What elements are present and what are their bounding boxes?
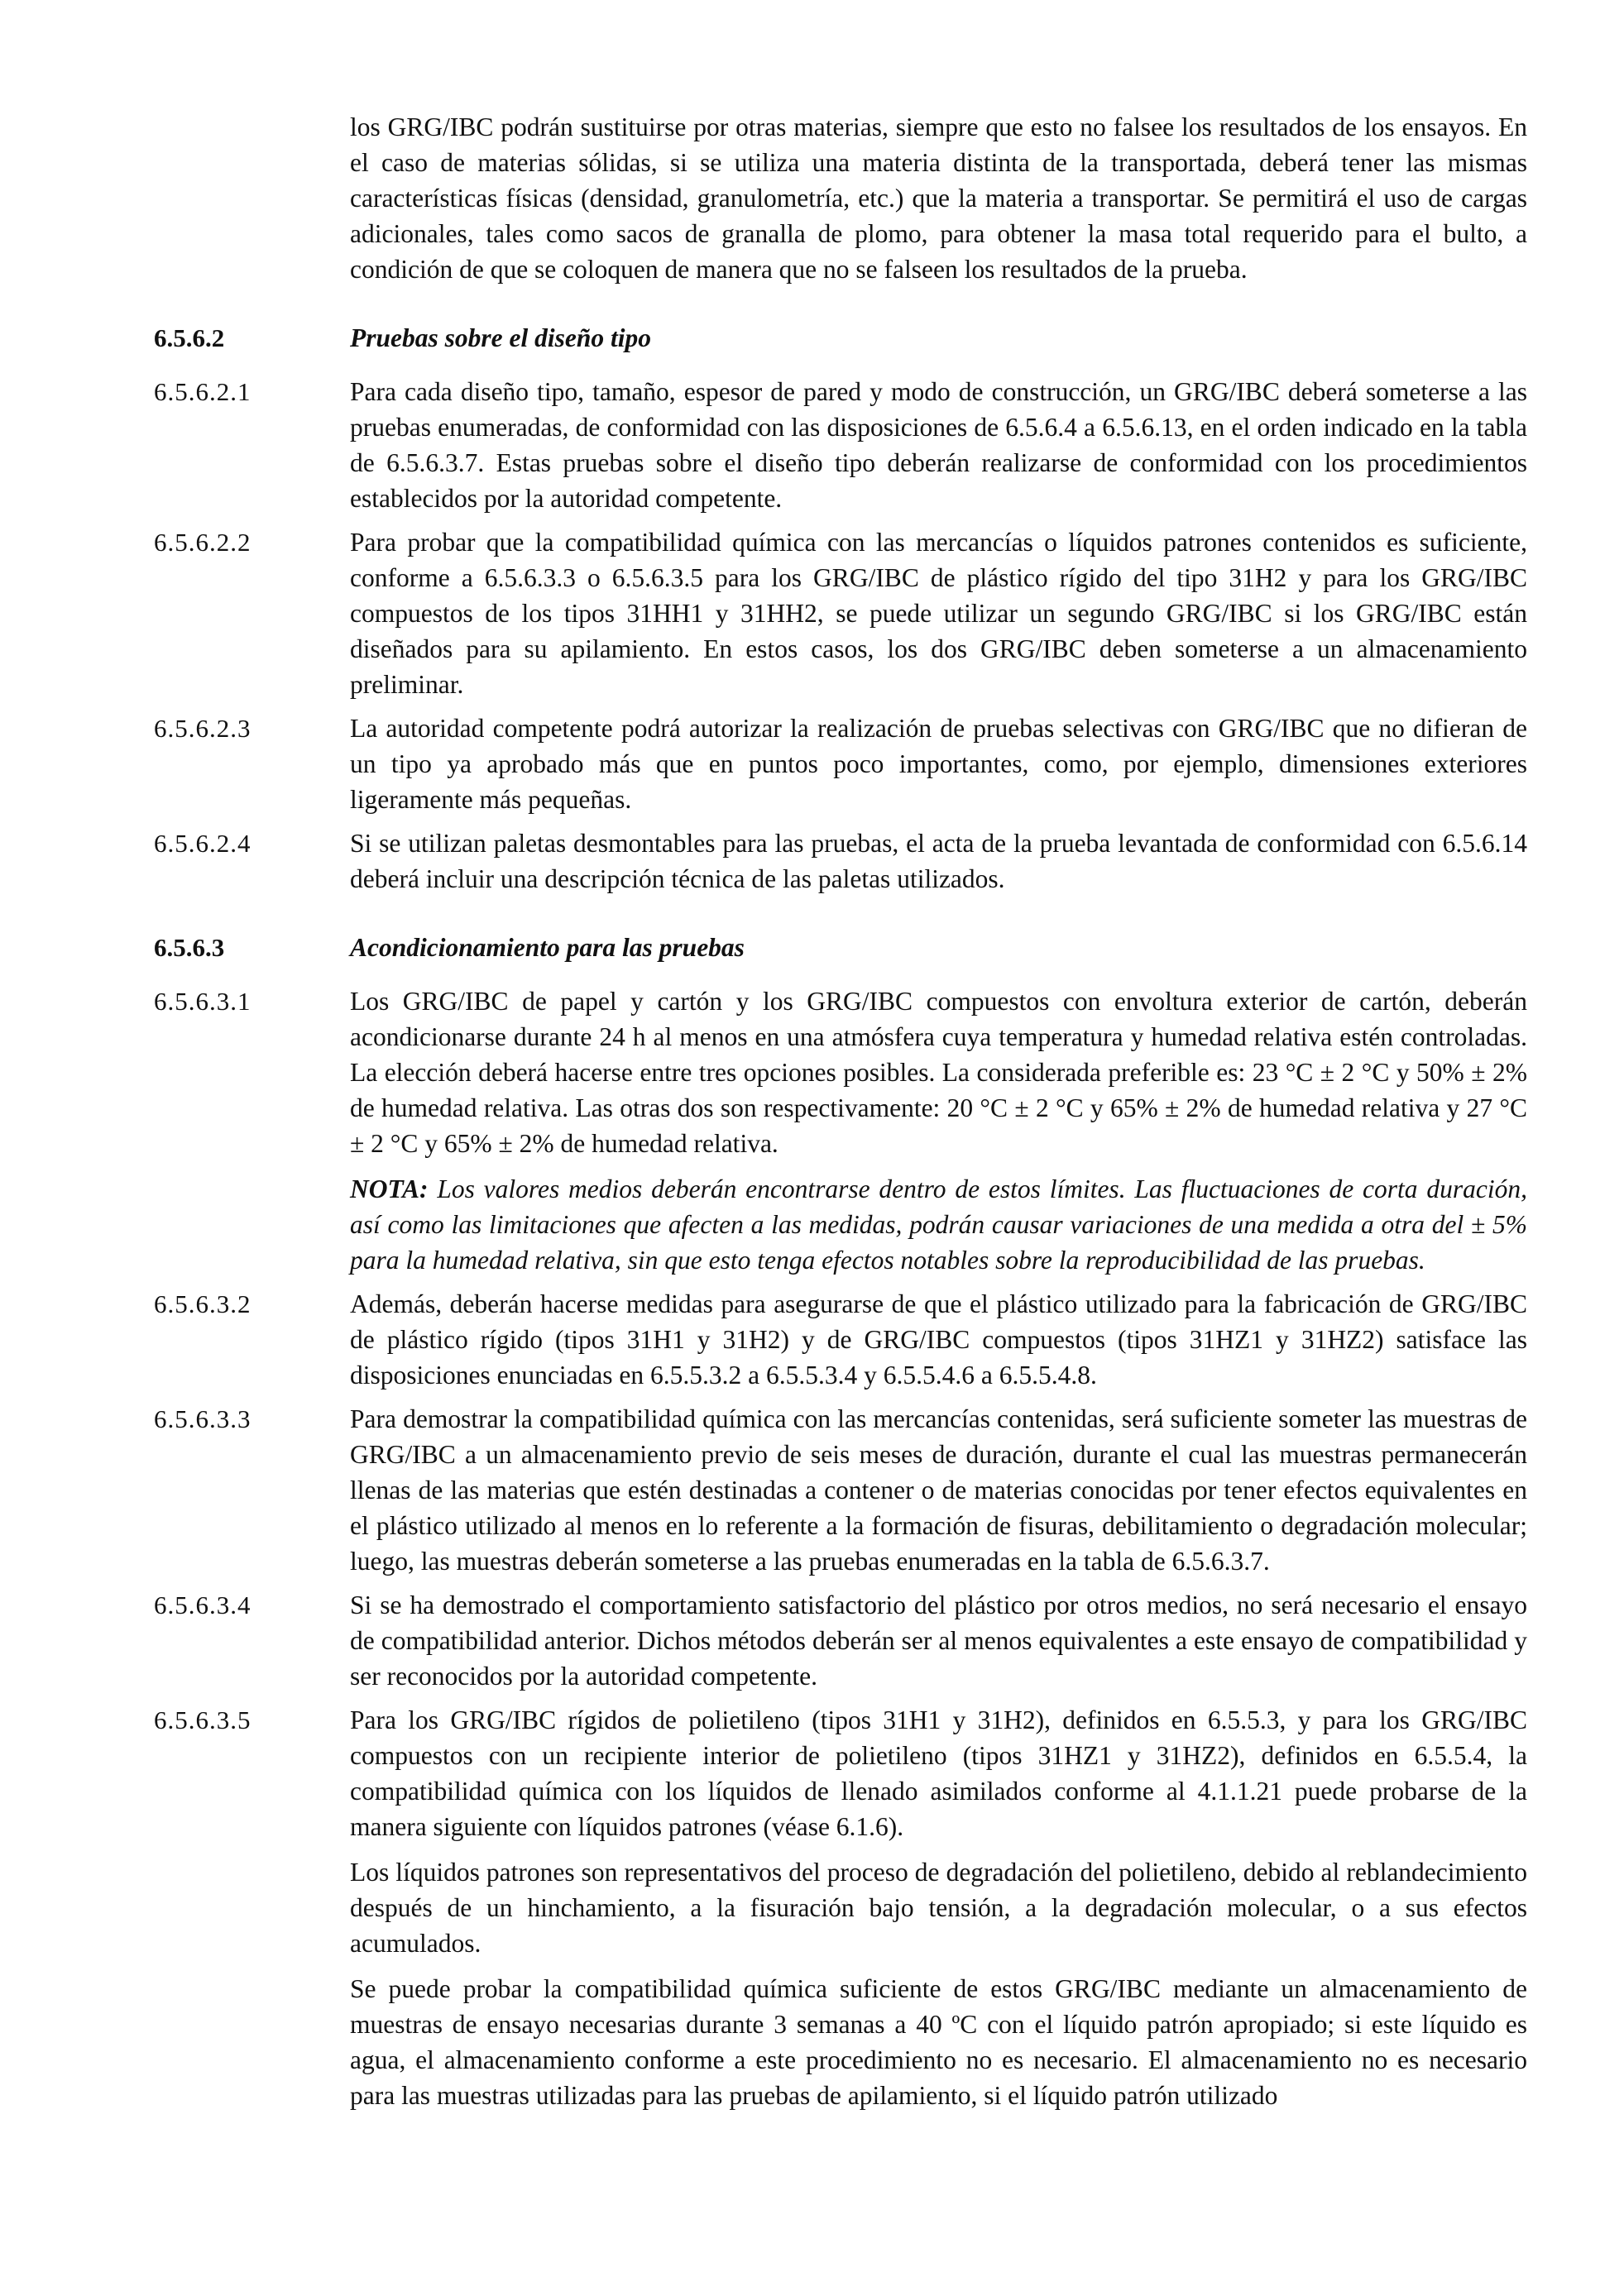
item-text: Los GRG/IBC de papel y cartón y los GRG/IBC compuestos con envoltura exterior de cartón, deberán acondicionarse durante 24 h al menos en una atmósfera cuya temperatura y humedad relativa estén controladas. La elección deberá hacerse entre tres opciones posibles. La considerada preferible es: 23 °C ± 2 °C y 50% ± 2% de humedad relativa. Las otras dos son respectivamente: 20 °C ± 2 °C y 65% ± 2% de humedad relativa y 27 °C ± 2 °C y 65% ± 2% de humedad relativa. (350, 987, 1527, 1158)
item-body (350, 374, 1527, 516)
section-heading-6562 (154, 320, 1527, 356)
section-title: Acondicionamiento para las pruebas (350, 933, 745, 962)
item-text: Si se ha demostrado el comportamiento satisfactorio del plástico por otros medios, no será necesario el ensayo de compatibilidad anterior. Dichos métodos deberán ser al menos equivalentes a este ensayo de compatibilidad y ser reconocidos por la autoridad competente. (350, 1590, 1527, 1691)
item-6-5-6-2-3 (154, 710, 1527, 817)
item-number: 6.5.6.3.3 (154, 1404, 252, 1433)
item-number: 6.5.6.2.2 (154, 528, 252, 557)
intro-paragraph: los GRG/IBC podrán sustituirse por otras materias, siempre que esto no falsee los resultados de los ensayos. En el caso de materias sólidas, si se utiliza una materia distinta de la transportada, deberá tener las mismas características físicas (densidad, granulometría, etc.) que la materia a transportar. Se permitirá el uso de cargas adicionales, tales como sacos de granalla de plomo, para obtener la masa total requerido para el bulto, a condición de que se coloquen de manera que no se falseen los resultados de la prueba. (350, 112, 1527, 284)
item-6-5-6-2-4 (154, 825, 1527, 897)
item-body (350, 1587, 1527, 1694)
item-6-5-6-3-2 (154, 1286, 1527, 1393)
item-text: Además, deberán hacerse medidas para asegurarse de que el plástico utilizado para la fabricación de GRG/IBC de plástico rígido (tipos 31H1 y 31H2) y de GRG/IBC compuestos (tipos 31HZ1 y 31HZ2) satisface las disposiciones enunciadas en 6.5.5.3.2 a 6.5.5.3.4 y 6.5.5.4.6 a 6.5.5.4.8. (350, 1289, 1527, 1390)
section-heading-6563 (154, 930, 1527, 965)
item-text: Para probar que la compatibilidad química con las mercancías o líquidos patrones contenidos es suficiente, conforme a 6.5.6.3.3 o 6.5.6.3.5 para los GRG/IBC de plástico rígido del tipo 31H2 y para los GRG/IBC compuestos de los tipos 31HH1 y 31HH2, se puede utilizar un segundo GRG/IBC si los GRG/IBC están diseñados para su apilamiento. En estos casos, los dos GRG/IBC deben someterse a un almacenamiento preliminar. (350, 528, 1527, 699)
item-number: 6.5.6.3.1 (154, 987, 252, 1016)
item-paragraph-1: Para los GRG/IBC rígidos de polietileno (tipos 31H1 y 31H2), definidos en 6.5.5.3, y para los GRG/IBC compuestos con un recipiente interior de polietileno (tipos 31HZ1 y 31HZ2), definidos en 6.5.5.4, la compatibilidad química con los líquidos de llenado asimilados conforme al 4.1.1.21 puede probarse de la manera siguiente con líquidos patrones (véase 6.1.6). (350, 1705, 1527, 1841)
item-6-5-6-2-1 (154, 374, 1527, 516)
item-number: 6.5.6.3.2 (154, 1289, 252, 1318)
page-content (154, 109, 1527, 2113)
item-6-5-6-3-4 (154, 1587, 1527, 1694)
item-6-5-6-3-3 (154, 1401, 1527, 1579)
item-text: Si se utilizan paletas desmontables para las pruebas, el acta de la prueba levantada de conformidad con 6.5.6.14 deberá incluir una descripción técnica de las paletas utilizados. (350, 829, 1527, 893)
item-6-5-6-2-2 (154, 524, 1527, 702)
section-title: Pruebas sobre el diseño tipo (350, 323, 652, 352)
note-paragraph (350, 1171, 1527, 1278)
item-body (350, 1702, 1527, 2113)
section-number: 6.5.6.3 (154, 933, 225, 962)
item-6-5-6-3-1 (154, 983, 1527, 1278)
note-text: Los valores medios deberán encontrarse dentro de estos límites. Las fluctuaciones de corta duración, así como las limitaciones que afecten a las medidas, podrán causar variaciones de una medida a otra del ± 5% para la humedad relativa, sin que esto tenga efectos notables sobre la reproducibilidad de las pruebas. (350, 1174, 1527, 1275)
intro-body (350, 109, 1527, 287)
item-body (350, 825, 1527, 897)
item-body (350, 1401, 1527, 1579)
item-body (350, 710, 1527, 817)
item-6-5-6-3-5 (154, 1702, 1527, 2113)
intro-row (154, 109, 1527, 287)
section-number: 6.5.6.2 (154, 323, 225, 352)
item-body (350, 983, 1527, 1278)
section-heading-body (350, 930, 1527, 965)
item-text: Para cada diseño tipo, tamaño, espesor de pared y modo de construcción, un GRG/IBC deberá someterse a las pruebas enumeradas, de conformidad con las disposiciones de 6.5.6.4 a 6.5.6.13, en el orden indicado en la tabla de 6.5.6.3.7. Estas pruebas sobre el diseño tipo deberán realizarse de conformidad con los procedimientos establecidos por la autoridad competente. (350, 377, 1527, 513)
item-number: 6.5.6.3.5 (154, 1705, 252, 1734)
note-label: NOTA: (350, 1174, 429, 1203)
item-body (350, 1286, 1527, 1393)
item-paragraph-3: Se puede probar la compatibilidad química suficiente de estos GRG/IBC mediante un almacenamiento de muestras de ensayo necesarias durante 3 semanas a 40 ºC con el líquido patrón apropiado; si este líquido es agua, el almacenamiento conforme a este procedimiento no es necesario. El almacenamiento no es necesario para las muestras utilizadas para las pruebas de apilamiento, si el líquido patrón utilizado (350, 1974, 1527, 2110)
section-heading-body (350, 320, 1527, 356)
item-body (350, 524, 1527, 702)
item-paragraph-2: Los líquidos patrones son representativos del proceso de degradación del polietileno, debido al reblandecimiento después de un hinchamiento, a la fisuración bajo tensión, a la degradación molecular, o a sus efectos acumulados. (350, 1858, 1527, 1958)
item-number: 6.5.6.2.3 (154, 714, 252, 743)
item-text: La autoridad competente podrá autorizar la realización de pruebas selectivas con GRG/IBC que no difieran de un tipo ya aprobado más que en puntos poco importantes, como, por ejemplo, dimensiones exteriores ligeramente más pequeñas. (350, 714, 1527, 814)
item-number: 6.5.6.2.1 (154, 377, 252, 406)
item-number: 6.5.6.3.4 (154, 1590, 252, 1619)
item-text: Para demostrar la compatibilidad química con las mercancías contenidas, será suficiente someter las muestras de GRG/IBC a un almacenamiento previo de seis meses de duración, durante el cual las muestras permanecerán llenas de las materias que estén destinadas a contener o de materias conocidas por tener efectos equivalentes en el plástico utilizado al menos en lo referente a la formación de fisuras, debilitamiento o degradación molecular; luego, las muestras deberán someterse a las pruebas enumeradas en la tabla de 6.5.6.3.7. (350, 1404, 1527, 1576)
item-number: 6.5.6.2.4 (154, 829, 252, 858)
